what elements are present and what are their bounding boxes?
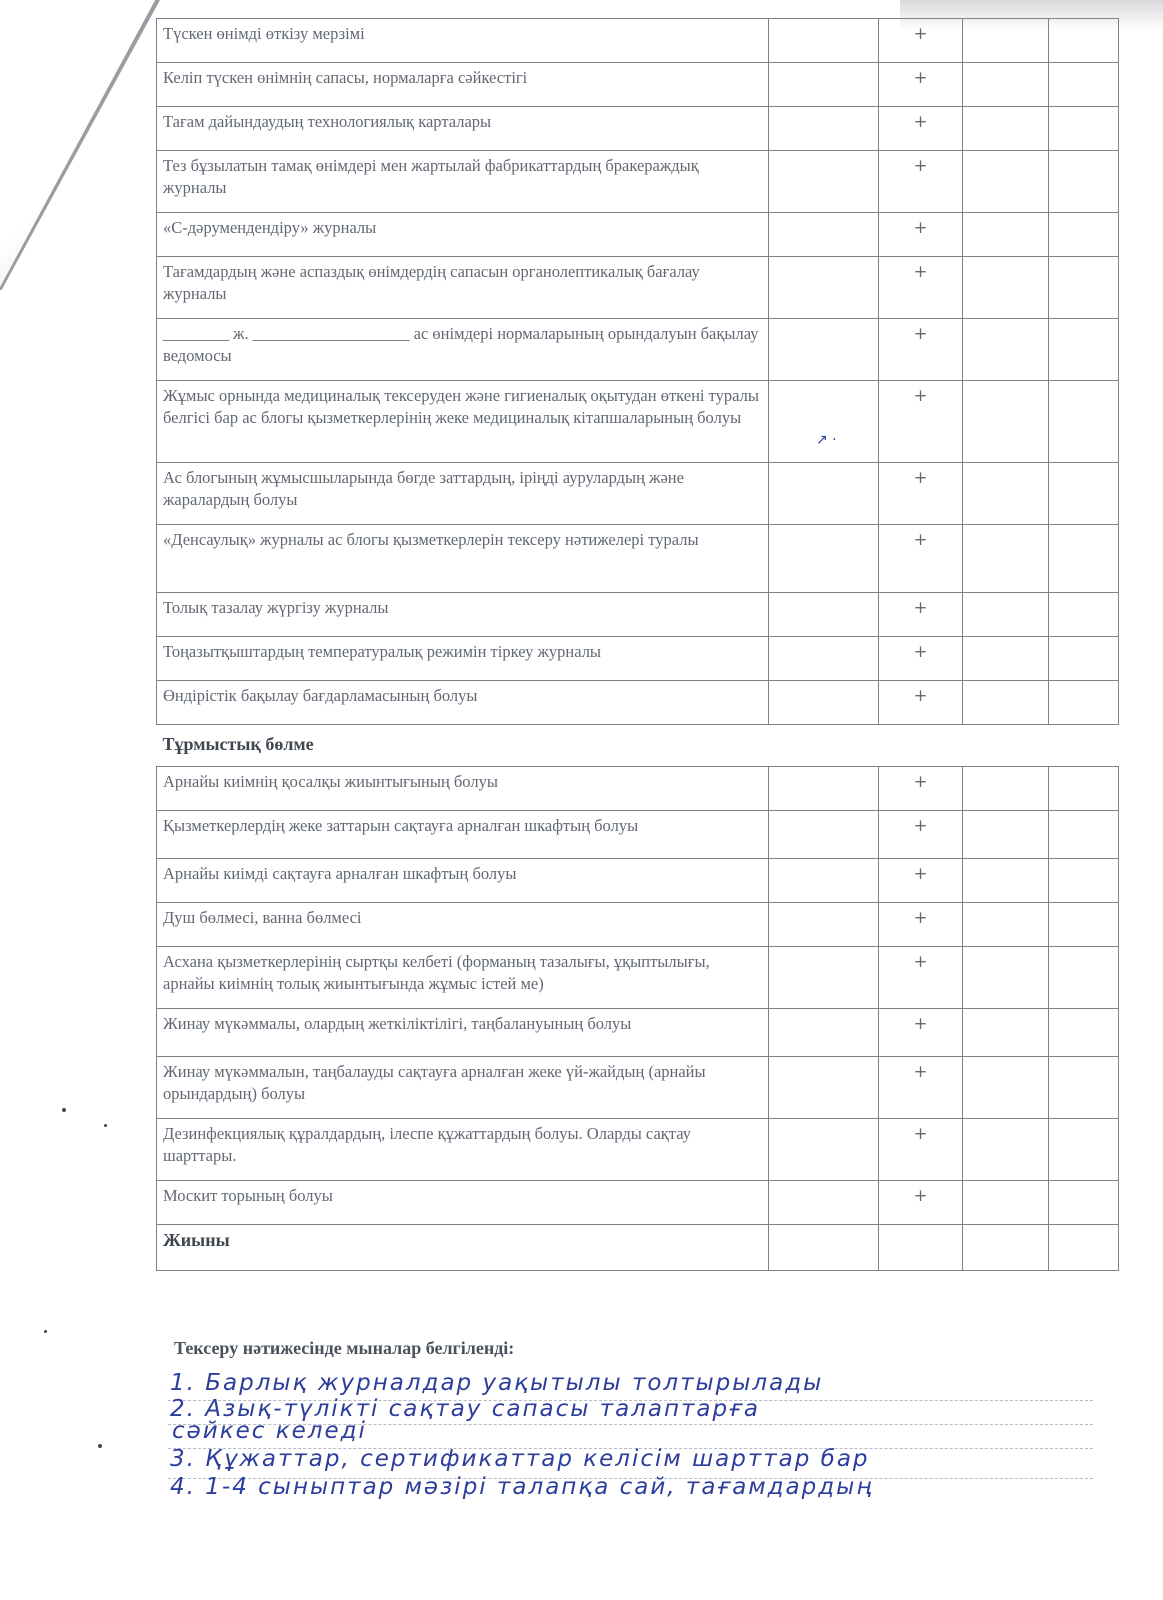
checklist-row [157, 947, 1119, 1009]
row-label: «С-дәрумендендіру» журналы [157, 213, 769, 257]
empty-cell [769, 381, 879, 463]
empty-cell [769, 593, 879, 637]
empty-cell [963, 903, 1049, 947]
empty-cell [963, 19, 1049, 63]
row-label: ________ ж. ___________________ ас өнімдері нормаларының орындалуын бақылау ведомосы [157, 319, 769, 381]
check-mark: + [879, 1057, 963, 1119]
check-mark: + [879, 947, 963, 1009]
empty-cell [769, 1181, 879, 1225]
check-mark: + [879, 593, 963, 637]
empty-cell [1049, 319, 1119, 381]
empty-cell [1049, 859, 1119, 903]
empty-cell [963, 1181, 1049, 1225]
check-mark: + [879, 463, 963, 525]
empty-cell [963, 859, 1049, 903]
check-mark: + [879, 1119, 963, 1181]
checklist-row [157, 381, 1119, 463]
total-label: Жиыны [157, 1225, 769, 1271]
checklist-body [157, 19, 1119, 1271]
empty-cell [769, 1119, 879, 1181]
empty-cell [963, 63, 1049, 107]
row-label: Душ бөлмесі, ванна бөлмесі [157, 903, 769, 947]
empty-cell [769, 859, 879, 903]
check-mark: + [879, 525, 963, 593]
empty-cell [1049, 1181, 1119, 1225]
empty-cell [1049, 257, 1119, 319]
empty-cell [769, 319, 879, 381]
row-label: Толық тазалау жүргізу журналы [157, 593, 769, 637]
empty-cell [1049, 107, 1119, 151]
row-label: «Денсаулық» журналы ас блогы қызметкерлерін тексеру нәтижелері туралы [157, 525, 769, 593]
empty-cell [1049, 19, 1119, 63]
empty-cell [879, 1225, 963, 1271]
checklist-row [157, 593, 1119, 637]
empty-cell [963, 257, 1049, 319]
checklist-row [157, 681, 1119, 725]
empty-cell [963, 107, 1049, 151]
check-mark: + [879, 859, 963, 903]
empty-cell [1049, 681, 1119, 725]
empty-cell [963, 463, 1049, 525]
empty-cell [769, 257, 879, 319]
row-label: Жинау мүкәммалын, таңбалауды сақтауға арналған жеке үй-жайдың (арнайы орындардың) болуы [157, 1057, 769, 1119]
checklist-row [157, 637, 1119, 681]
check-mark: + [879, 107, 963, 151]
check-mark: + [879, 1009, 963, 1057]
finding-line-4: 3. Құжаттар, сертификаттар келісім шарттар бар [170, 1446, 870, 1472]
row-label: Тағамдардың және аспаздық өнімдердің сапасын органолептикалық бағалау журналы [157, 257, 769, 319]
check-mark: + [879, 19, 963, 63]
scan-speck [104, 1124, 107, 1127]
scan-speck [44, 1330, 47, 1333]
empty-cell [769, 811, 879, 859]
empty-cell [963, 1119, 1049, 1181]
check-mark: + [879, 1181, 963, 1225]
empty-cell [963, 151, 1049, 213]
row-label: Түскен өнімді өткізу мерзімі [157, 19, 769, 63]
row-label: Тағам дайындаудың технологиялық карталары [157, 107, 769, 151]
empty-cell [1049, 637, 1119, 681]
empty-cell [1049, 767, 1119, 811]
row-label: Жұмыс орнында медициналық тексеруден және гигиеналық оқытудан өткені туралы белгісі бар ас блогы қызметкерлерінің жеке медициналық кітапшаларының болуы [157, 381, 769, 463]
checklist-table [156, 18, 1119, 1271]
empty-cell [1049, 593, 1119, 637]
row-label: Жинау мүкәммалы, олардың жеткіліктілігі, таңбалануының болуы [157, 1009, 769, 1057]
check-mark: + [879, 767, 963, 811]
checklist-row [157, 767, 1119, 811]
empty-cell [963, 381, 1049, 463]
empty-cell [1049, 213, 1119, 257]
empty-cell [1049, 63, 1119, 107]
checklist-row [157, 151, 1119, 213]
checklist-row [157, 319, 1119, 381]
row-label: Келіп түскен өнімнің сапасы, нормаларға сәйкестігі [157, 63, 769, 107]
empty-cell [1049, 1009, 1119, 1057]
empty-cell [769, 525, 879, 593]
row-label: Тоңазытқыштардың температуралық режимін тіркеу журналы [157, 637, 769, 681]
check-mark: + [879, 903, 963, 947]
section-title: Тұрмыстық бөлме [157, 725, 1119, 767]
empty-cell [1049, 1057, 1119, 1119]
empty-cell [963, 1057, 1049, 1119]
empty-cell [769, 637, 879, 681]
check-mark: + [879, 681, 963, 725]
empty-cell [1049, 903, 1119, 947]
empty-cell [769, 63, 879, 107]
empty-cell [1049, 947, 1119, 1009]
row-label: Арнайы киімнің қосалқы жиынтығының болуы [157, 767, 769, 811]
empty-cell [963, 1225, 1049, 1271]
findings-heading: Тексеру нәтижесінде мыналар белгіленді: [174, 1338, 515, 1358]
check-mark: + [879, 151, 963, 213]
empty-cell [963, 593, 1049, 637]
empty-cell [769, 767, 879, 811]
empty-cell [769, 1225, 879, 1271]
empty-cell [963, 213, 1049, 257]
empty-cell [1049, 463, 1119, 525]
empty-cell [769, 19, 879, 63]
checklist-row [157, 257, 1119, 319]
checklist-row [157, 1181, 1119, 1225]
check-mark: + [879, 811, 963, 859]
checklist-row [157, 1057, 1119, 1119]
checklist-row [157, 1119, 1119, 1181]
checklist-row [157, 859, 1119, 903]
empty-cell [963, 947, 1049, 1009]
checklist-row [157, 213, 1119, 257]
row-label: Асхана қызметкерлерінің сыртқы келбеті (форманың тазалығы, ұқыптылығы, арнайы киімнің толық жиынтығында жұмыс істей ме) [157, 947, 769, 1009]
finding-line-2: 2. Азық-түлікті сақтау сапасы талаптарға [170, 1396, 760, 1422]
check-mark: + [879, 257, 963, 319]
empty-cell [769, 1057, 879, 1119]
empty-cell [769, 947, 879, 1009]
empty-cell [963, 767, 1049, 811]
row-label: Ас блогының жұмысшыларында бөгде заттардың, іріңді аурулардың және жаралардың болуы [157, 463, 769, 525]
row-label: Тез бұзылатын тамақ өнімдері мен жартылай фабрикаттардың бракераждық журналы [157, 151, 769, 213]
empty-cell [1049, 811, 1119, 859]
check-mark: + [879, 381, 963, 463]
row-label: Өндірістік бақылау бағдарламасының болуы [157, 681, 769, 725]
empty-cell [769, 463, 879, 525]
row-label: Арнайы киімді сақтауға арналған шкафтың болуы [157, 859, 769, 903]
scan-speck [98, 1444, 102, 1448]
checklist-row [157, 903, 1119, 947]
empty-cell [963, 319, 1049, 381]
empty-cell [769, 151, 879, 213]
checklist-row [157, 811, 1119, 859]
pen-scribble: ↗ · [816, 432, 837, 448]
empty-cell [769, 903, 879, 947]
finding-line-5: 4. 1-4 сыныптар мәзірі талапқа сай, тағамдардың [170, 1474, 874, 1500]
checklist-row [157, 1009, 1119, 1057]
check-mark: + [879, 319, 963, 381]
finding-line-3: сәйкес келеді [172, 1418, 367, 1444]
check-mark: + [879, 637, 963, 681]
empty-cell [963, 525, 1049, 593]
row-label: Дезинфекциялық құралдардың, ілеспе құжаттардың болуы. Оларды сақтау шарттары. [157, 1119, 769, 1181]
check-mark: + [879, 63, 963, 107]
empty-cell [769, 213, 879, 257]
finding-line-1: 1. Барлық журналдар уақытылы толтырылады [170, 1370, 824, 1396]
empty-cell [769, 681, 879, 725]
empty-cell [769, 1009, 879, 1057]
empty-cell [963, 681, 1049, 725]
empty-cell [963, 1009, 1049, 1057]
checklist-row [157, 107, 1119, 151]
empty-cell [1049, 381, 1119, 463]
scan-speck [62, 1108, 66, 1112]
empty-cell [1049, 525, 1119, 593]
total-row [157, 1225, 1119, 1271]
empty-cell [769, 107, 879, 151]
row-label: Қызметкерлердің жеке заттарын сақтауға арналған шкафтың болуы [157, 811, 769, 859]
checklist-row [157, 463, 1119, 525]
checklist-row [157, 525, 1119, 593]
empty-cell [963, 637, 1049, 681]
checklist-row [157, 63, 1119, 107]
row-label: Москит торының болуы [157, 1181, 769, 1225]
empty-cell [963, 811, 1049, 859]
empty-cell [1049, 1119, 1119, 1181]
checklist-row [157, 19, 1119, 63]
empty-cell [1049, 151, 1119, 213]
empty-cell [1049, 1225, 1119, 1271]
section-row [157, 725, 1119, 767]
check-mark: + [879, 213, 963, 257]
